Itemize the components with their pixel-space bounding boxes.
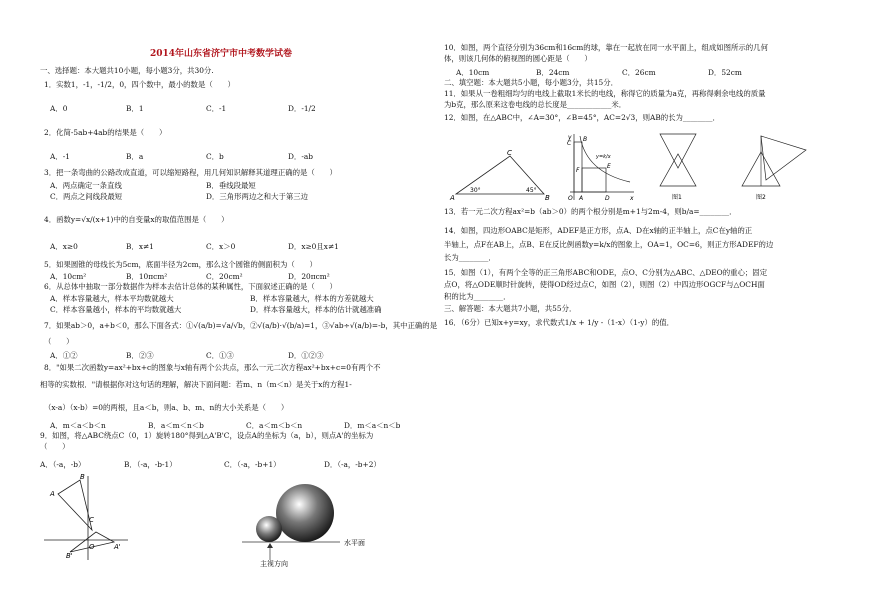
option-b: B．1 xyxy=(126,104,144,113)
option-b: B．②③ xyxy=(126,351,154,360)
svg-text:A: A xyxy=(50,490,55,498)
option-d: D．①②③ xyxy=(288,351,324,360)
function-label: y=k/x xyxy=(596,154,611,160)
option-a: A．10cm² xyxy=(50,272,87,281)
fig1-triangle-abc xyxy=(660,154,696,186)
question-15-line-1: 15．如图（1），有两个全等的正三角形ABC和ODE，点O、C分别为△ABC、△DEO的重心；固定 xyxy=(444,268,768,277)
question-1-options xyxy=(50,103,350,113)
question-15-line-2: 点O，将△ODE顺时针旋转，使得OD经过点C，如图（2），则图（2）中四边形OGCF与△OCH面 xyxy=(444,280,765,289)
figure-1-caption: 图1 xyxy=(672,194,682,201)
question-5-options xyxy=(50,271,380,281)
svg-text:A': A' xyxy=(114,543,121,551)
arrow-head-icon xyxy=(267,543,273,548)
figure-q15-triangles xyxy=(646,124,816,204)
fig2-triangle-ode xyxy=(761,136,806,180)
triangle-abc xyxy=(58,480,92,530)
label-a: A xyxy=(450,194,455,202)
option-a: A．①② xyxy=(50,351,78,360)
label-y: y xyxy=(568,134,572,141)
question-8-line-3: （x-a）（x-b）=0的两根，且a＜b，则a、b、m、n的大小关系是（ ） xyxy=(44,403,289,412)
angle-30-label: 30° xyxy=(470,187,481,194)
option-a: A．x≥0 xyxy=(50,242,78,251)
option-b: B．a＜m＜n＜b xyxy=(148,421,204,430)
option-a: A．（-a，-b） xyxy=(40,460,86,469)
option-d: D．x≥0且x≠1 xyxy=(288,242,339,251)
question-7-line-2: （ ） xyxy=(44,337,74,346)
option-b: B．（-a，-b-1） xyxy=(124,460,177,469)
option-a: A．-1 xyxy=(50,152,70,161)
figure-q12-triangle xyxy=(448,148,558,203)
section-3-heading: 三、解答题：本大题共7小题，共55分． xyxy=(444,304,577,313)
question-14-line-2: 半轴上，点F在AB上，点B、E在反比例函数y=k/x的图象上，OA=1，OC=6，则正方形ADEF的边 xyxy=(444,240,774,249)
option-c: C．两点之间线段最短 xyxy=(50,192,123,201)
question-8-line-1: 8．"如果二次函数y=ax²+bx+c的图象与x轴有两个公共点，那么一元二次方程ax²+bx+c=0有两个不 xyxy=(44,363,381,372)
view-direction-label: 主视方向 xyxy=(260,560,288,568)
question-12: 12．如图，在△ABC中，∠A=30°，∠B=45°，AC=2√3，则AB的长为________． xyxy=(444,113,720,122)
question-6-options xyxy=(50,293,420,315)
large-sphere xyxy=(276,484,334,542)
label-c: C xyxy=(567,140,572,147)
option-c: C．b xyxy=(206,152,224,161)
question-10-line-2: 体，则该几何体的俯视图的圆心距是（ ） xyxy=(444,54,592,63)
svg-text:B: B xyxy=(80,473,85,481)
question-3-options xyxy=(50,180,350,202)
question-9-line-1: 9．如图，将△ABC绕点C（0，1）旋转180°得到△A'B'C，设点A的坐标为（a，b），则点A'的坐标为 xyxy=(40,431,374,440)
option-c: C．a＜m＜b＜n xyxy=(246,421,303,430)
option-d: D．-1/2 xyxy=(288,104,316,113)
question-9-line-2: （ ） xyxy=(40,442,70,451)
section-1-heading: 一、选择题：本大题共10小题，每小题3分，共30分. xyxy=(40,66,214,75)
question-7-options xyxy=(50,350,380,360)
question-14-line-3: 长为________． xyxy=(444,253,496,262)
option-c: C．（-a，-b+1） xyxy=(224,460,281,469)
option-c: C．26cm xyxy=(622,68,656,77)
question-10-options xyxy=(456,67,786,77)
option-c: C．①③ xyxy=(206,351,234,360)
question-5: 5．如果圆锥的母线长为5cm，底面半径为2cm，那么这个圆锥的侧面积为（ ） xyxy=(44,260,317,269)
question-8-line-2: 相等的实数根．"请根据你对这句话的理解，解决下面问题：若m、n（m＜n）是关于x的方程1- xyxy=(40,380,352,389)
svg-text:C: C xyxy=(89,516,94,524)
option-b: B．10πcm² xyxy=(126,272,168,281)
label-d: D xyxy=(605,195,610,202)
figure-q9-rotation xyxy=(40,472,130,562)
label-x: x xyxy=(630,195,634,202)
question-13: 13．若一元二次方程ax²=b（ab＞0）的两个根分别是m+1与2m-4，则b/a=________． xyxy=(444,207,737,216)
question-2-options xyxy=(50,151,350,161)
label-c: C xyxy=(507,149,512,157)
option-a: A．样本容量越大，样本平均数就越大 xyxy=(50,294,174,303)
svg-text:B': B' xyxy=(66,552,73,560)
label-b: B xyxy=(583,136,588,143)
question-6: 6．从总体中抽取一部分数据作为样本去估计总体的某种属性，下面叙述正确的是（ ） xyxy=(44,282,337,291)
question-3: 3．把一条弯曲的公路改成直道，可以缩短路程，用几何知识解释其道理正确的是（ ） xyxy=(44,168,337,177)
question-15-line-3: 积的比为________． xyxy=(444,292,511,301)
option-a: A．0 xyxy=(50,104,68,113)
option-d: D．m＜a＜n＜b xyxy=(344,421,401,430)
option-a: A．两点确定一条直线 xyxy=(50,181,122,190)
label-a: A xyxy=(579,195,584,202)
option-b: B．a xyxy=(126,152,144,161)
question-8-options xyxy=(50,420,420,430)
option-c: C．-1 xyxy=(206,104,227,113)
label-b: B xyxy=(545,194,550,202)
figure-q14-coordinate xyxy=(564,132,636,204)
label-o: O xyxy=(568,195,573,202)
angle-45-label: 45° xyxy=(526,187,537,194)
question-4-options xyxy=(50,241,380,251)
option-d: D．样本容量越大，样本的估计就越准确 xyxy=(250,305,382,314)
exam-title: 2014年山东省济宁市中考数学试卷 xyxy=(150,49,293,59)
option-b: B．样本容量越大，样本的方差就越大 xyxy=(250,294,374,303)
option-d: D．20πcm² xyxy=(288,272,330,281)
small-sphere xyxy=(256,516,282,542)
square-adef xyxy=(582,168,606,192)
option-c: C．x＞0 xyxy=(206,242,236,251)
question-9-options xyxy=(40,459,410,469)
question-7-line-1: 7．如果ab＞0，a+b＜0，那么下面各式：①√(a/b)=√a/√b，②√(a/b)·√(b/a)=1，③√ab÷√(a/b)=-b，其中正确的是 xyxy=(44,321,438,330)
option-b: B．x≠1 xyxy=(126,242,154,251)
option-d: D．52cm xyxy=(708,68,742,77)
svg-text:O: O xyxy=(89,543,95,551)
option-d: D．（-a，-b+2） xyxy=(324,460,381,469)
section-2-heading: 二、填空题：本大题共5小题，每小题3分，共15分． xyxy=(444,78,619,87)
option-a: A．m＜a＜b＜n xyxy=(50,421,106,430)
label-f: F xyxy=(576,167,580,174)
option-b: B．垂线段最短 xyxy=(206,181,256,190)
question-11-line-2: 为b克，那么原来这卷电线的总长度是____________米． xyxy=(444,100,627,109)
figure-2-caption: 图2 xyxy=(756,194,766,201)
question-2: 2．化简-5ab+4ab的结果是（ ） xyxy=(44,128,167,137)
option-c: C．样本容量越小，样本的平均数就越大 xyxy=(50,305,182,314)
question-11-line-1: 11．如果从一卷粗细均匀的电线上截取1米长的电线，称得它的质量为a克，再称得剩余电线的质量 xyxy=(444,89,766,98)
option-c: C．20cm² xyxy=(206,272,243,281)
figure-q10-spheres xyxy=(240,478,380,568)
option-d: D．三角形两边之和大于第三边 xyxy=(206,192,309,201)
label-e: E xyxy=(607,163,611,170)
fig1-triangle-ode xyxy=(660,134,696,168)
option-b: B．24cm xyxy=(536,68,570,77)
option-a: A．10cm xyxy=(456,68,490,77)
question-14-line-1: 14．如图，四边形OABC是矩形，ADEF是正方形，点A、D在x轴的正半轴上，点C在y轴的正 xyxy=(444,226,753,235)
question-10-line-1: 10．如图，两个直径分别为36cm和16cm的球，靠在一起放在同一水平面上，组成如图所示的几何 xyxy=(444,43,768,52)
question-1: 1．实数1，-1，-1/2，0，四个数中，最小的数是（ ） xyxy=(44,80,235,89)
option-d: D．-ab xyxy=(288,152,313,161)
water-level-label: 水平面 xyxy=(344,539,365,547)
question-16: 16．（6分）已知x+y=xy，求代数式1/x + 1/y -（1-x）（1-y）的值． xyxy=(444,318,675,327)
question-4: 4．函数y=√x/(x+1)中的自变量x的取值范围是（ ） xyxy=(44,215,229,224)
